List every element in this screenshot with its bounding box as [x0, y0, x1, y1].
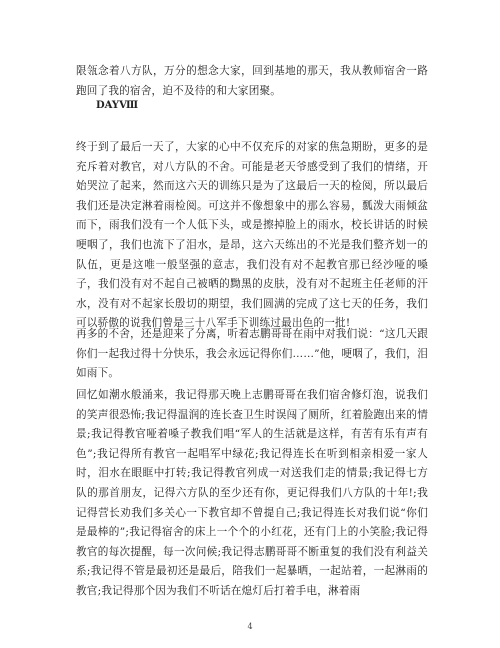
- paragraph-farewell: 再多的不舍，还是迎来了分离，听着志鹏哥哥在雨中对我们说：“这几天跟你们一起我过得十分快乐，我会永远记得你们……”他，哽咽了，我们，泪如雨下。: [76, 328, 428, 380]
- paragraph-intro: 限瓴念着八方队，万分的想念大家，回到基地的那天，我从教师宿舍一路跑回了我的宿舍，迫不及待的和大家团聚。: [76, 65, 428, 97]
- paragraph-last-day: 终于到了最后一天了，大家的心中不仅充斥的对家的焦急期盼，更多的是充斥着对教官，对八方队的不舍。可能是老天爷感受到了我们的情绪，开始哭泣了起来，然而这六天的训练只是为了这最后一天的检阅，所以最后我们还是决定淋着雨检阅。可这并不像想象中的那么容易，瓢泼大雨倾盆而下，雨我们没有一个人低下头，或是擦掉脸上的雨水，校长讲话的时候哽咽了，我们也流下了泪水，是昂，这六天练出的不光是我们整齐划一的队伍，更是这唯一般坚强的意志，我们没有对不起教官那已经沙哑的嗓子，我们没有对不起自己被晒的黝黑的皮肤，没有对不起班主任老师的汗水，没有对不起家长殷切的期望，我们圆满的完成了这七天的任务，我们可以骄傲的说我们曾是三十八军手下训练过最出色的一批!: [76, 141, 428, 330]
- page-number: 4: [247, 622, 253, 631]
- day-heading: DAYⅧ: [96, 100, 139, 111]
- paragraph-memories: 回忆如潮水般涌来，我记得那天晚上志鹏哥哥在我们宿舍修灯泡，说我们的笑声很恐怖;我记得温润的连长查卫生时误闯了厕所，红着脸跑出来的情景;我记得教官哑着嗓子教我们唱“军人的生活就是这样，有苦有乐有声有色”;我记得所有教官一起唱军中绿花;我记得连长在听到相亲相爱一家人时，泪水在眼眶中打转;我记得教官列成一对送我们走的情景;我记得七方队的那首朋友，记得六方队的至少还有你，更记得我们八方队的十年!;我记得营长劝我们多关心一下教官却不曾提自己;我记得连长对我们说“你们是最棒的”;我记得宿舍的床上一个个的小红花，还有门上的小笑脸;我记得教官的每次提醒，每一次问候;我记得志鹏哥哥不断重复的我们没有利益关系;我记得不管是最初还是最后，陪我们一起暴晒，一起站着，一起淋雨的教官;我记得那个因为我们不听话在熄灯后打着手电，淋着雨: [76, 389, 428, 597]
